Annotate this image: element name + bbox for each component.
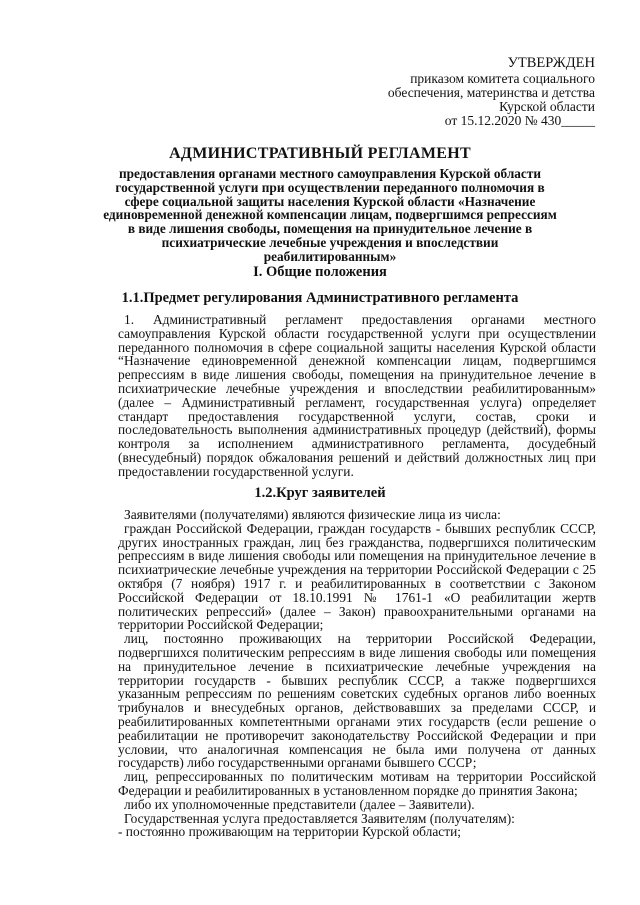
paragraph: 1. Административный регламент предоставления органами местного самоуправления Курской области государственной услуги при осуществлении переданного полномочия в сфере социальной защиты населения Курской области “Назначение единовременной денежной компенсации лицам, подвергшимся репрессиям в виде лишения свободы, помещения на принудительное лечение в психиатрические лечебные учреждения и впоследствии реабилитированным» (далее – Административный регламент, государственная услуга) определяет стандарт предоставления государственной услуги, состав, сроки и последовательность выполнения административных процедур (действий), формы контроля за исполнением административного регламента, досудебный (внесудебный) порядок обжалования решений и действий должностных лиц при предоставлении государственной услуги. — [118, 312, 596, 479]
approval-approved: УТВЕРЖДЕН — [507, 55, 595, 71]
paragraph: - постоянно проживающим на территории Курской области; — [118, 824, 461, 840]
subsection-heading: 1.1.Предмет регулирования Административного регламента — [121, 290, 519, 306]
approval-line: Курской области — [499, 99, 595, 114]
approval-line: приказом комитета социального — [410, 71, 595, 86]
paragraph: либо их уполномоченные представители (далее – Заявители). — [124, 796, 475, 812]
paragraph: лиц, репрессированных по политическим мотивам на территории Российской Федерации и реабилитированных в установленном порядке до принятия Закона; — [118, 769, 596, 798]
approval-stamp — [325, 56, 595, 128]
section-1-2-body — [118, 508, 596, 839]
document-subtitle: предоставления органами местного самоуправления Курской области государственной услуги при осуществлении переданного полномочия в сфере социальной защиты населения Курской области «Назначение единовременной денежной компенсации лицам, подвергшимся репрессиям в виде лишения свободы, помещения на принудительное лечение в психиатрические лечебные учреждения и впоследствии реабилитированным» — [103, 166, 557, 264]
section-1-1-body — [118, 313, 596, 479]
paragraph: Государственная услуга предоставляется Заявителям (получателям): — [124, 810, 515, 826]
subsection-heading: 1.2.Круг заявителей — [254, 485, 386, 501]
paragraph: Заявителями (получателями) являются физические лица из числа: — [124, 507, 501, 522]
paragraph: лиц, постоянно проживающих на территории Российской Федерации, подвергшихся политическим репрессиям в виде лишения свободы или помещения на принудительное лечение в психиатрические лечебные учреждения на территории государств - бывших республик СССР, а также подвергшихся указанным репрессиям по решениям советских судебных органов либо военных трибуналов и внесудебных органов, действовавших за пределами СССР, и реабилитированных компетентными органами этих государств (если решение о реабилитации не противоречит законодательству Российской Федерации и при условии, что аналогичная компенсация не была ими получена от данных государств) либо государственными органами бывшего СССР; — [118, 631, 596, 771]
approval-line: от 15.12.2020 № 430_____ — [444, 113, 595, 128]
approval-line: обеспечения, материнства и детства — [387, 85, 595, 100]
document-title: АДМИНИСТРАТИВНЫЙ РЕГЛАМЕНТ — [169, 145, 471, 162]
section-heading: I. Общие положения — [253, 264, 387, 280]
paragraph: граждан Российской Федерации, граждан государств - бывших республик СССР, других иностранных граждан, лиц без гражданства, подвергшихся политическим репрессиям в виде лишения свободы или помещения на принудительное лечение в психиатрические лечебные учреждения на территории Российской Федерации с 25 октября (7 ноября) 1917 г. и реабилитированных в соответствии с Законом Российской Федерации от 18.10.1991 № 1761-1 «О реабилитации жертв политических репрессий» (далее – Закон) правоохранительными органами на территории Российской Федерации; — [118, 520, 596, 633]
